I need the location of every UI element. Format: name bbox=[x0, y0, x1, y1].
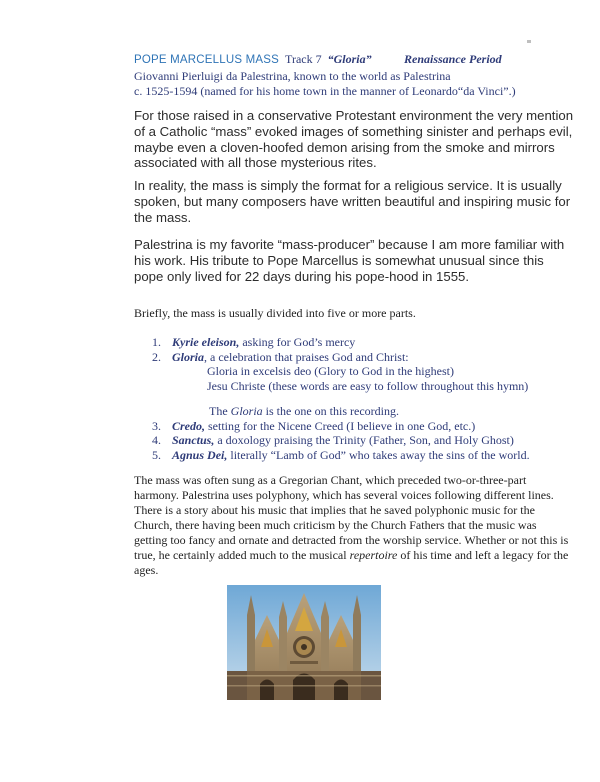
composer-line: Giovanni Pierluigi da Palestrina, known to the world as Palestrina bbox=[134, 69, 451, 83]
gloria-subline: Gloria in excelsis deo (Glory to God in the highest) bbox=[207, 364, 454, 378]
page-title: POPE MARCELLUS MASS bbox=[134, 54, 280, 66]
paragraph-reality: In reality, the mass is simply the format for a religious service. It is usually spoken, but many composers have written beautiful and inspiring music for the mass. bbox=[134, 178, 571, 225]
list-item: 3. Credo, setting for the Nicene Creed (I believe in one God, etc.) bbox=[152, 418, 476, 433]
gloria-note: The Gloria is the one on this recording. bbox=[209, 404, 399, 418]
dates-line: c. 1525-1594 (named for his home town in the manner of Leonardo“da Vinci”.) bbox=[134, 84, 516, 98]
list-item: 5. Agnus Dei, literally “Lamb of God” who takes away the sins of the world. bbox=[152, 447, 530, 462]
gloria-subline: Jesu Christe (these words are easy to follow throughout this hymn) bbox=[207, 378, 529, 393]
list-item: 2. Gloria, a celebration that praises God and Christ: bbox=[152, 349, 409, 364]
list-item: 4. Sanctus, a doxology praising the Trinity (Father, Son, and Holy Ghost) bbox=[152, 433, 514, 447]
scan-speck bbox=[527, 40, 531, 43]
list-item: 1. Kyrie eleison, asking for God’s mercy bbox=[152, 335, 356, 349]
paragraph-intro: For those raised in a conservative Protestant environment the very mention of a Catholic “mass” evoked images of something sinister and perhaps evil, maybe even a cloven-hoofed demon arising from the smoke and mirrors associated with all those mysterious rites. bbox=[134, 108, 574, 171]
mass-parts-list bbox=[152, 335, 582, 462]
paragraph-favorite: Palestrina is my favorite “mass-producer” because I am more familiar with his work. His tribute to Pope Marcellus is somewhat unusual since this pope only lived for 22 days during his pope-hood in 1555. bbox=[134, 237, 565, 284]
cathedral-photo bbox=[227, 585, 381, 700]
paragraph-briefly: Briefly, the mass is usually divided into five or more parts. bbox=[134, 306, 416, 320]
track-label: Track 7 bbox=[285, 52, 322, 66]
paragraph-closing: The mass was often sung as a Gregorian Chant, which preceded two-or-three-part harmony. Palestrina uses polyphony, which has several voices following different lines. There is a story about his music that implies that he saved polyphonic music for the Church, there having been much criticism by the Church Fathers that the music was getting too fancy and ornate and detracted from the worship service. Whether or not this is true, he certainly added much to the musical repertoire of his time and left a legacy for the ages. bbox=[134, 473, 569, 577]
track-name: “Gloria” bbox=[327, 52, 372, 66]
period-label: Renaissance Period bbox=[404, 52, 502, 66]
header-line bbox=[134, 52, 502, 68]
